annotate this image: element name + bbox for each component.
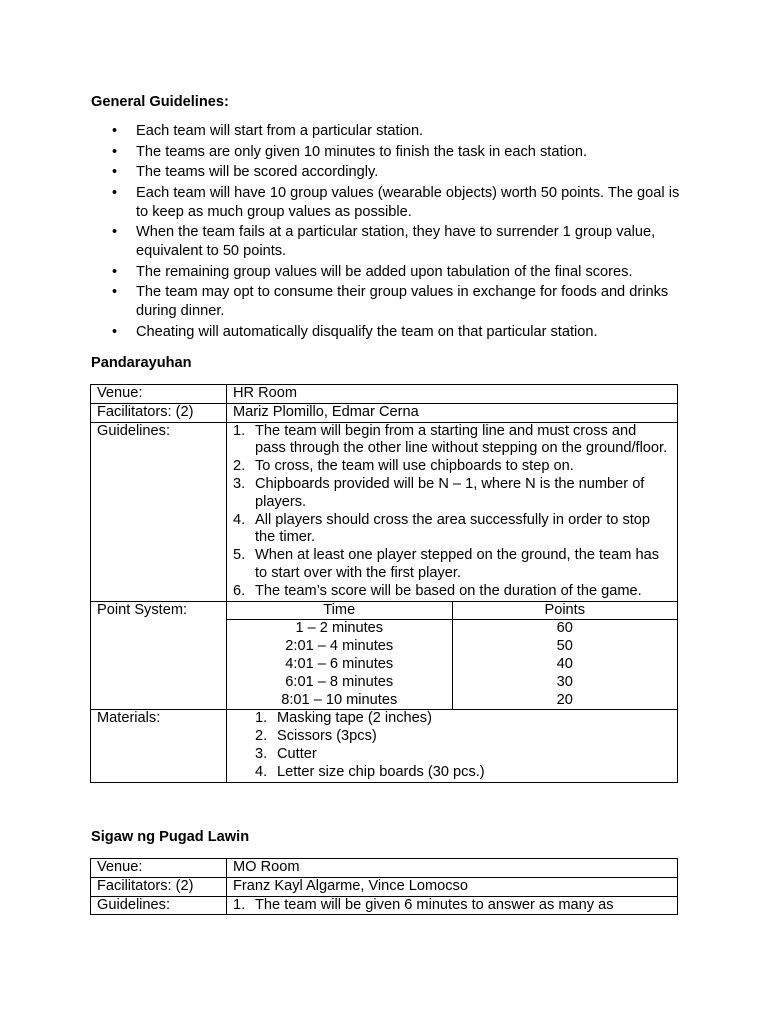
general-guidelines-list xyxy=(91,122,691,343)
time-cell: 4:01 – 6 minutes xyxy=(227,656,452,674)
points-header-row xyxy=(227,602,677,620)
list-item: 4. Letter size chip boards (30 pcs.) xyxy=(255,763,485,780)
table-row xyxy=(227,674,677,692)
station-table-pandarayuhan xyxy=(90,384,678,783)
table-row xyxy=(227,638,677,656)
table-row xyxy=(227,656,677,674)
venue-label: Venue: xyxy=(91,859,227,878)
table-row xyxy=(91,896,678,915)
time-header: Time xyxy=(227,602,452,620)
venue-value: HR Room xyxy=(227,385,678,404)
list-item: 5. When at least one player stepped on the ground, the team has to start over with the first player. xyxy=(233,547,660,581)
facilitators-label: Facilitators: (2) xyxy=(91,403,227,422)
guidelines-list xyxy=(233,897,671,915)
points-cell: 60 xyxy=(556,620,573,637)
list-item: • Each team will have 10 group values (wearable objects) worth 50 points. The goal is to keep as much group values as possible. xyxy=(91,184,691,222)
table-row xyxy=(91,710,678,782)
table-row xyxy=(91,385,678,404)
general-guidelines-heading: General Guidelines: xyxy=(91,94,229,110)
facilitators-value: Franz Kayl Algarme, Vince Lomocso xyxy=(227,877,678,896)
points-cell: 30 xyxy=(556,673,573,690)
points-cell: 40 xyxy=(556,655,573,672)
table-row xyxy=(91,877,678,896)
station-title-pandarayuhan: Pandarayuhan xyxy=(91,355,192,371)
list-item: 6. The team’s score will be based on the duration of the game. xyxy=(233,582,642,599)
list-item: 4. All players should cross the area successfully in order to stop the timer. xyxy=(233,511,651,546)
list-item: • When the team fails at a particular station, they have to surrender 1 group value, equivalent to 50 points. xyxy=(91,223,691,261)
facilitators-label: Facilitators: (2) xyxy=(91,877,227,896)
venue-value: MO Room xyxy=(227,859,678,878)
table-row xyxy=(91,601,678,710)
list-item: 2. Scissors (3pcs) xyxy=(255,728,377,745)
list-item: • Each team will start from a particular station. xyxy=(91,122,691,141)
points-cell: 50 xyxy=(556,638,573,655)
list-item: • The teams are only given 10 minutes to finish the task in each station. xyxy=(91,143,691,162)
points-table xyxy=(227,602,677,710)
table-row xyxy=(91,403,678,422)
materials-label: Materials: xyxy=(91,710,227,782)
list-item: 3. Cutter xyxy=(255,745,317,762)
table-row xyxy=(91,422,678,601)
guidelines-label: Guidelines: xyxy=(91,896,227,915)
station-table-sigaw-ng-pugad-lawin xyxy=(90,858,678,915)
facilitators-value: Mariz Plomillo, Edmar Cerna xyxy=(227,403,678,422)
guidelines-list xyxy=(233,423,671,601)
materials-list xyxy=(233,710,671,781)
points-header: Points xyxy=(452,602,677,620)
points-cell: 20 xyxy=(556,691,573,708)
table-row xyxy=(91,859,678,878)
list-item: 1. The team will be given 6 minutes to answer as many as xyxy=(233,896,614,913)
point-system-cell xyxy=(227,601,678,710)
list-item: • The remaining group values will be added upon tabulation of the final scores. xyxy=(91,263,691,282)
time-cell: 8:01 – 10 minutes xyxy=(227,692,452,710)
list-item: • Cheating will automatically disqualify the team on that particular station. xyxy=(91,323,691,342)
materials-cell xyxy=(227,710,678,782)
guidelines-label: Guidelines: xyxy=(91,422,227,601)
time-cell: 1 – 2 minutes xyxy=(227,620,452,638)
venue-label: Venue: xyxy=(91,385,227,404)
list-item: • The teams will be scored accordingly. xyxy=(91,163,691,182)
list-item: 1. The team will begin from a starting line and must cross and pass through the other line without stepping on the ground/floor. xyxy=(233,422,668,457)
list-item: 3. Chipboards provided will be N – 1, where N is the number of players. xyxy=(233,475,645,510)
time-cell: 6:01 – 8 minutes xyxy=(227,674,452,692)
list-item: • The team may opt to consume their group values in exchange for foods and drinks during dinner. xyxy=(91,283,691,321)
list-item: 2. To cross, the team will use chipboards to step on. xyxy=(233,458,574,475)
guidelines-cell xyxy=(227,422,678,601)
list-item: 1. Masking tape (2 inches) xyxy=(255,710,432,727)
station-title-sigaw-ng-pugad-lawin: Sigaw ng Pugad Lawin xyxy=(91,829,250,845)
time-cell: 2:01 – 4 minutes xyxy=(227,638,452,656)
guidelines-cell xyxy=(227,896,678,915)
table-row xyxy=(227,692,677,710)
point-system-label: Point System: xyxy=(91,601,227,710)
table-row xyxy=(227,620,677,638)
